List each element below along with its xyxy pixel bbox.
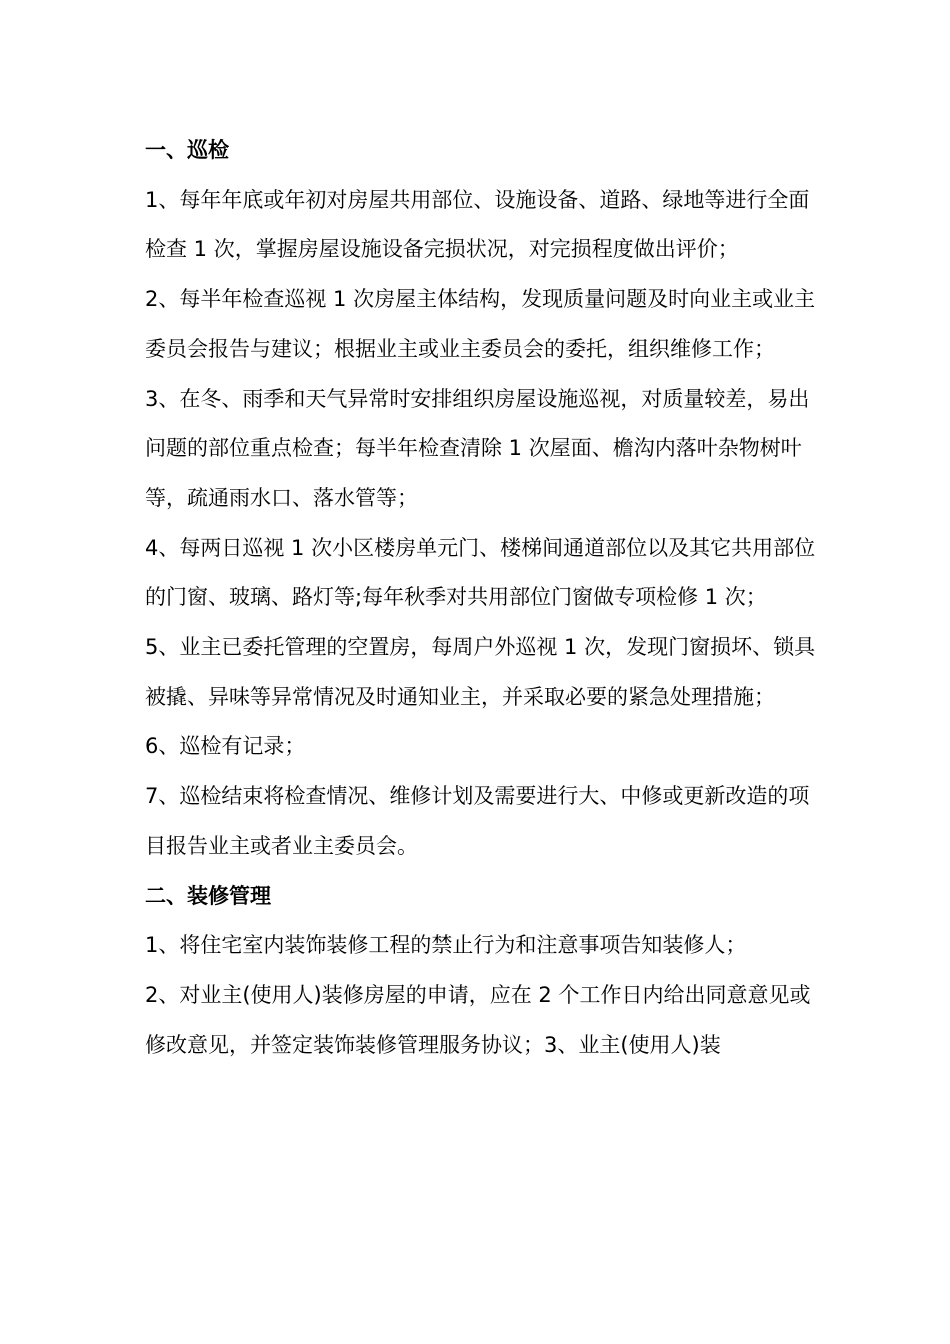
inspection-item-5: 5、业主已委托管理的空置房，每周户外巡视 1 次，发现门窗损坏、锁具被撬、异味等异常情况及时通知业主，并采取必要的紧急处理措施；	[145, 635, 816, 709]
inspection-item-7: 7、巡检结束将检查情况、维修计划及需要进行大、中修或更新改造的项目报告业主或者业主委员会。	[145, 784, 810, 858]
inspection-item-6: 6、巡检有记录；	[145, 734, 306, 759]
section-heading-inspection: 一、巡检	[145, 138, 229, 162]
inspection-item-1: 1、每年年底或年初对房屋共用部位、设施设备、道路、绿地等进行全面检查 1 次，掌握房屋设施设备完损状况，对完损程度做出评价；	[145, 187, 810, 262]
renovation-item-1: 1、将住宅室内装饰装修工程的禁止行为和注意事项告知装修人；	[145, 933, 747, 958]
inspection-item-2: 2、每半年检查巡视 1 次房屋主体结构，发现质量问题及时向业主或业主委员会报告与建议；根据业主或业主委员会的委托，组织维修工作；	[145, 287, 816, 361]
inspection-item-3: 3、在冬、雨季和天气异常时安排组织房屋设施巡视，对质量较差，易出问题的部位重点检查；每半年检查清除 1 次屋面、檐沟内落叶杂物树叶等，疏通雨水口、落水管等；	[145, 386, 810, 510]
renovation-item-2: 2、对业主(使用人)装修房屋的申请，应在 2 个工作日内给出同意意见或修改意见，并签定装饰装修管理服务协议；3、业主(使用人)装	[145, 982, 811, 1057]
section-heading-renovation: 二、装修管理	[145, 883, 271, 908]
inspection-item-4: 4、每两日巡视 1 次小区楼房单元门、楼梯间通道部位以及其它共用部位的门窗、玻璃、路灯等;每年秋季对共用部位门窗做专项检修 1 次；	[145, 535, 816, 610]
document-body	[145, 126, 825, 1070]
